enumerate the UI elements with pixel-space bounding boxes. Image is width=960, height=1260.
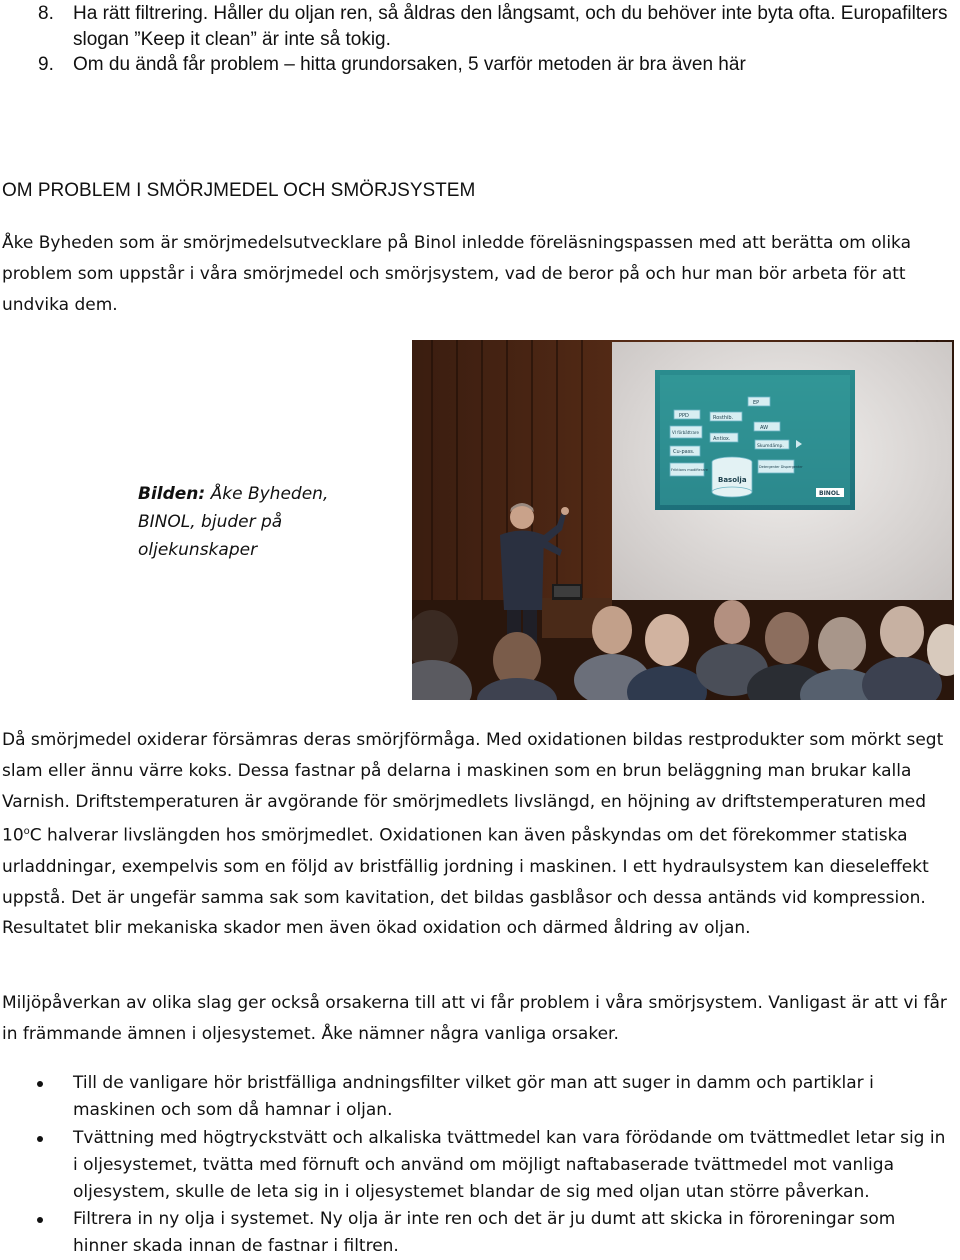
slide-box-aw: AW [760, 425, 769, 431]
oxidation-paragraph [2, 725, 950, 944]
degree-superscript: o [23, 826, 30, 838]
list-text: Om du ändå får problem – hitta grundorsaken, 5 varför metoden är bra även här [73, 54, 746, 75]
presentation-slide [655, 370, 855, 510]
bullet-dot [37, 1081, 43, 1087]
slide-box-ep: EP [753, 400, 760, 406]
list-number: 8. [38, 3, 54, 24]
list-text: Ha rätt filtrering. Håller du oljan ren, så åldras den långsamt, och du behöver inte byta ofta. Europafilters slogan ”Keep it clean” är inte så tokig. [73, 3, 948, 50]
photo-caption [138, 480, 388, 564]
slide-box-skumdamp: Skumdämp. [757, 444, 784, 449]
slide-box-detergenter: Detergenter Dispergenter [759, 465, 803, 469]
slide-center-label: Basolja [718, 476, 747, 484]
slide-logo: BINOL [819, 490, 840, 497]
bullet-text: Filtrera in ny olja i systemet. Ny olja är inte ren och det är ju dumt att skicka in föroreningar som hinner skada innan de fastnar i filtren. [73, 1209, 896, 1256]
caption-text: Åke Byheden, BINOL, bjuder på oljekunskaper [138, 484, 329, 560]
bullet-dot [37, 1217, 43, 1223]
caption-label: Bilden: [138, 484, 206, 504]
section-heading: OM PROBLEM I SMÖRJMEDEL OCH SMÖRJSYSTEM [2, 180, 476, 201]
intro-paragraph: Åke Byheden som är smörjmedelsutvecklare på Binol inledde föreläsningspassen med att berätta om olika problem som uppstår i våra smörjmedel och smörjsystem, vad de beror på och hur man bör arbeta för att undvika dem. [2, 233, 912, 315]
oxidation-text-1: Då smörjmedel oxiderar försämras deras smörjförmåga. Med oxidationen bildas restprodukter som mörkt segt slam eller ännu värre koks. Dessa fastnar på delarna i maskinen som en brun beläggning man brukar kalla Varnish. Driftstemperaturen är avgörande för smörjmedlets livslängd, en höjning av driftstemperaturen med 10 [2, 730, 944, 847]
lecture-photo-illustration [412, 340, 954, 700]
oxidation-text-2: C halverar livslängden hos smörjmedlet. Oxidationen kan även påskyndas om det förekommer statiska urladdningar, exempelvis som en följd av bristfällig jordning i maskinen. I ett hydraulsystem kan dieseleffekt uppstå. Det är ungefär samma sak som kavitation, det bildas gasblåsor och dessa antänds vid kompression. Resultatet blir mekaniska skador men även ökad oxidation och därmed åldring av oljan. [2, 826, 929, 939]
slide-box-antiox: Antiox. [713, 436, 731, 442]
bullet-text: Tvättning med högtryckstvätt och alkaliska tvättmedel kan vara förödande om tvättmedlet letar sig in i oljesystemet, tvätta med förnuft och använd om möjligt naftabaserade tvättmedel mot vanliga oljesystem, skulle de leta sig in i oljesystemet blandar de sig med oljan utan större påverkan. [73, 1128, 946, 1202]
lecture-photo [412, 340, 954, 700]
environment-paragraph: Miljöpåverkan av olika slag ger också orsakerna till att vi får problem i våra smörjsystem. Vanligast är att vi får in främmande ämnen i oljesystemet. Åke nämner några vanliga orsaker. [2, 993, 947, 1044]
list-number: 9. [38, 54, 54, 75]
slide-box-rosthib: Rosthib. [713, 415, 734, 421]
slide-box-vi: VI förbättrare [672, 430, 699, 435]
bullet-text: Till de vanligare hör bristfälliga andningsfilter vilket gör man att suger in damm och partiklar i maskinen och som då hamnar i oljan. [73, 1073, 874, 1120]
slide-box-friktion: Friktions modifierare [671, 468, 709, 472]
slide-box-ppd: PPD [679, 413, 689, 419]
slide-box-cupass: Cu-pass. [673, 449, 695, 455]
bullet-dot [37, 1136, 43, 1142]
